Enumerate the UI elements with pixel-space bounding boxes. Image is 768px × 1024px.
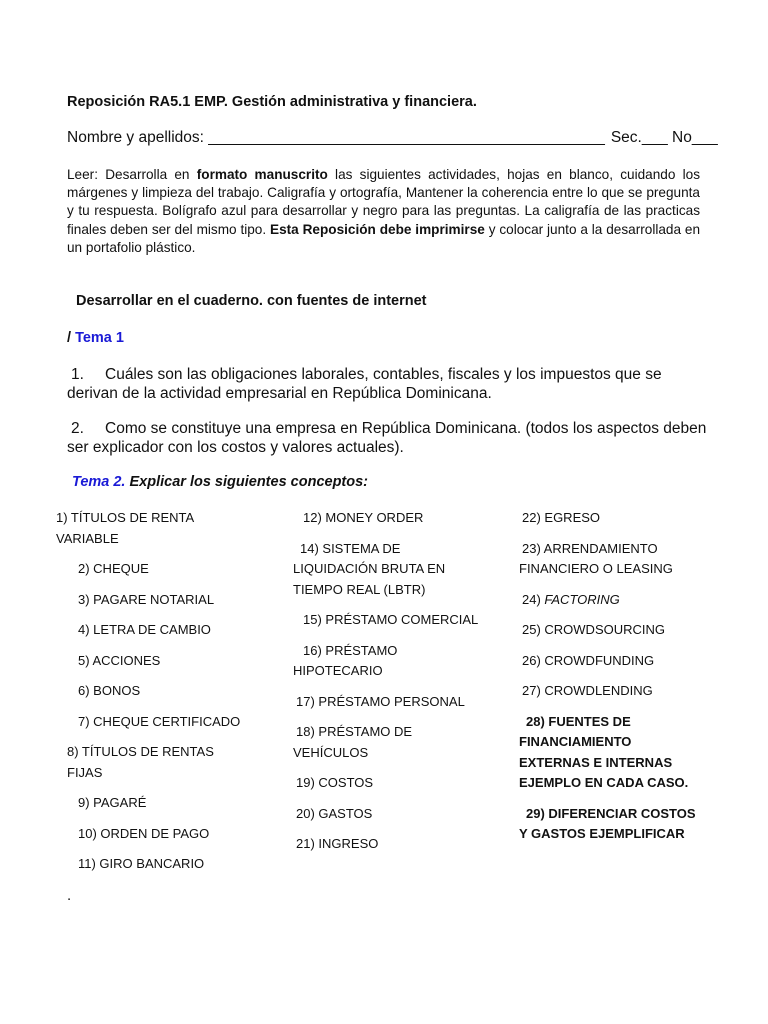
- concepts-column-2: [293, 508, 483, 865]
- concept-item: 16) PRÉSTAMO HIPOTECARIO: [293, 642, 398, 678]
- tema2-heading: [72, 474, 368, 490]
- concept-item: 15) PRÉSTAMO COMERCIAL: [303, 612, 479, 627]
- instructions-text-2: las siguientes actividades, hojas en blanco, cuidando los márgenes y limpieza del trabajo. Caligrafía y ortografía, Mantener la coherencia entre lo que se pregunta y tu respuesta. Bolígrafo azul para desarrollar y negro para las preguntas. La caligrafía de las practicas finales deben ser del mismo tipo.: [67, 167, 700, 237]
- document-title: Reposición RA5.1 EMP. Gestión administrativa y financiera.: [67, 94, 477, 110]
- concept-item: 21) INGRESO: [296, 836, 379, 851]
- concept-item: 22) EGRESO: [522, 510, 601, 525]
- tema1-slash: /: [67, 330, 76, 346]
- section-heading: Desarrollar en el cuaderno. con fuentes de internet: [76, 293, 427, 309]
- concept-item: 10) ORDEN DE PAGO: [78, 825, 210, 841]
- concept-item: 5) ACCIONES: [78, 652, 161, 668]
- concept-item: 6) BONOS: [78, 683, 141, 698]
- question-text: Cuáles son las obligaciones laborales, contables, fiscales y los impuestos que se derivan de la actividad empresarial en República Dominicana.: [67, 366, 662, 402]
- concept-item: 1) TÍTULOS DE RENTA VARIABLE: [56, 510, 194, 546]
- question-number: 1.: [71, 366, 84, 383]
- tema1-question-1: [67, 366, 707, 403]
- instructions-text-3: y colocar junto a la desarrollada en un portafolio plástico.: [67, 221, 701, 255]
- tema1-question-2: [67, 420, 707, 457]
- concept-item: 2) CHEQUE: [78, 561, 149, 576]
- tema1-heading: [67, 330, 124, 346]
- concepts-column-3: [519, 508, 709, 855]
- tema1-label: Tema 1: [75, 330, 124, 346]
- tema2-label: Tema 2.: [72, 474, 126, 490]
- instructions-paragraph: [67, 166, 700, 257]
- concept-item: 14) SISTEMA DE LIQUIDACIÓN BRUTA EN TIEMPO REAL (LBTR): [293, 540, 446, 597]
- instructions-text-1: Leer: Desarrolla en: [67, 167, 197, 182]
- concept-item: 19) COSTOS: [296, 775, 374, 790]
- concept-item: 7) CHEQUE CERTIFICADO: [78, 713, 241, 729]
- instructions-bold-1: formato manuscrito: [196, 167, 328, 182]
- concept-item: 17) PRÉSTAMO PERSONAL: [296, 693, 465, 709]
- concept-item: 25) CROWDSOURCING: [522, 622, 666, 637]
- name-row: [67, 129, 718, 147]
- concept-item: 4) LETRA DE CAMBIO: [78, 622, 211, 637]
- trailing-dot: .: [67, 887, 72, 904]
- concept-item: 20) GASTOS: [296, 805, 373, 821]
- name-label: Nombre y apellidos: ______________________________________________: [67, 129, 605, 146]
- concept-item-24: [519, 590, 709, 611]
- concept-item: 28) FUENTES DE FINANCIAMIENTO EXTERNAS E INTERNAS EJEMPLO EN CADA CASO.: [519, 713, 689, 790]
- concept-item: 18) PRÉSTAMO DE VEHÍCULOS: [293, 724, 413, 760]
- concept-item: 3) PAGARE NOTARIAL: [78, 591, 215, 607]
- concept-item-24-text: FACTORING: [544, 591, 620, 607]
- concept-item: 29) DIFERENCIAR COSTOS Y GASTOS EJEMPLIFICAR: [519, 805, 696, 841]
- concept-item-24-num: 24): [522, 591, 545, 607]
- concept-item: 9) PAGARÉ: [78, 795, 147, 810]
- concept-item: 26) CROWDFUNDING: [522, 652, 655, 668]
- question-text: Como se constituye una empresa en República Dominicana. (todos los aspectos deben ser explicador con los costos y valores actuales).: [67, 420, 707, 456]
- concepts-column-1: [56, 508, 277, 885]
- instructions-bold-2: Esta Reposición debe imprimirse: [270, 221, 485, 237]
- concept-item: 8) TÍTULOS DE RENTAS FIJAS: [67, 744, 214, 780]
- concept-item: 11) GIRO BANCARIO: [78, 856, 205, 871]
- concept-item: 27) CROWDLENDING: [522, 683, 653, 698]
- concept-item: 23) ARRENDAMIENTO FINANCIERO O LEASING: [519, 540, 673, 576]
- concept-item: 12) MONEY ORDER: [303, 510, 424, 525]
- question-number: 2.: [71, 420, 84, 437]
- section-number-label: Sec.___ No___: [610, 129, 718, 146]
- tema2-title: Explicar los siguientes conceptos:: [125, 474, 369, 490]
